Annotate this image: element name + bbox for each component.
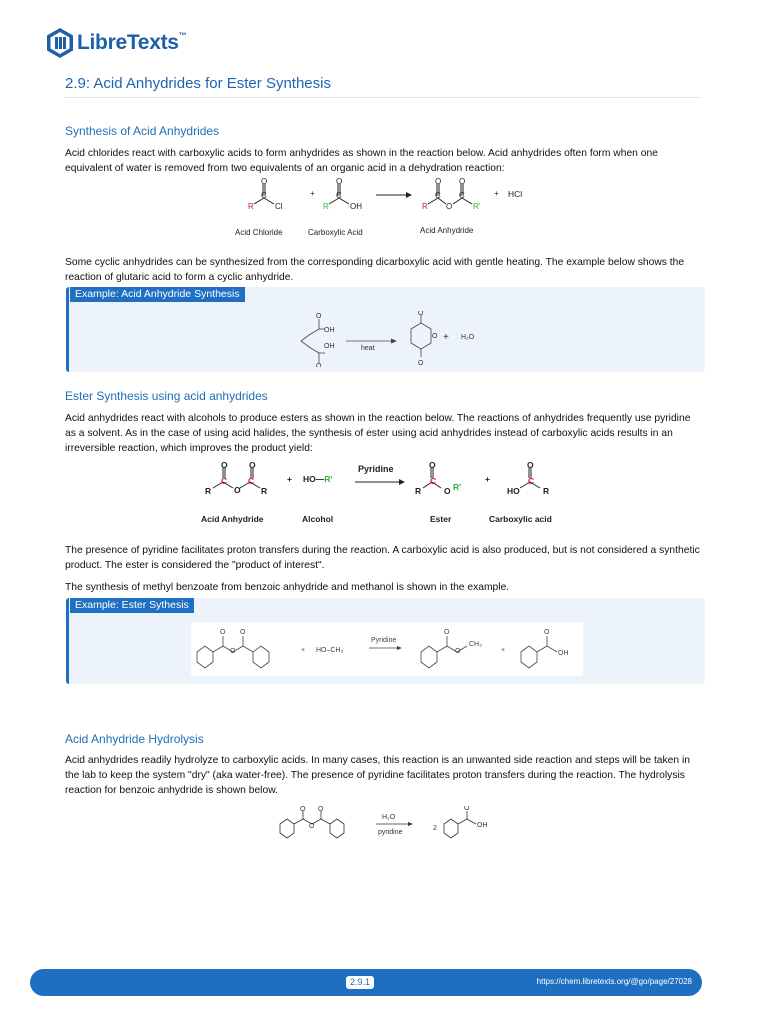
section-heading-ester-synthesis: Ester Synthesis using acid anhydrides xyxy=(65,389,268,403)
svg-text:O: O xyxy=(429,460,436,470)
svg-text:O: O xyxy=(459,177,466,186)
svg-text:OH: OH xyxy=(558,650,569,657)
svg-text:R': R' xyxy=(473,202,481,211)
svg-text:O: O xyxy=(418,311,424,317)
svg-text:+: + xyxy=(485,474,490,484)
label-acid-anhydride: Acid Anhydride xyxy=(420,226,474,235)
methyl-benzoate-reaction xyxy=(191,622,583,676)
title-divider xyxy=(65,97,701,98)
svg-text:+: + xyxy=(501,647,506,654)
svg-text:O: O xyxy=(435,177,442,186)
svg-text:OH: OH xyxy=(324,343,335,350)
example-label: Example: Acid Anhydride Synthesis xyxy=(70,287,245,302)
libretexts-logo[interactable] xyxy=(46,27,186,59)
svg-text:C: C xyxy=(430,476,437,486)
svg-text:O: O xyxy=(316,363,322,367)
svg-text:O: O xyxy=(444,486,451,496)
paragraph-s2-2: The presence of pyridine facilitates proton transfers during the reaction. A carboxylic acid is also produced, but is not considered a synthetic product. The ester is considered the "product of interest". xyxy=(65,545,700,571)
svg-text:O: O xyxy=(455,648,461,655)
svg-text:2: 2 xyxy=(433,825,437,832)
svg-text:C: C xyxy=(528,476,535,486)
svg-text:O: O xyxy=(336,177,343,186)
svg-text:O: O xyxy=(527,460,534,470)
svg-text:Ester: Ester xyxy=(430,514,452,524)
svg-text:O: O xyxy=(544,629,550,636)
svg-text:C: C xyxy=(435,191,441,200)
svg-text:O: O xyxy=(464,806,470,812)
svg-text:O: O xyxy=(300,806,306,813)
svg-text:H₂O: H₂O xyxy=(461,334,475,341)
svg-text:OH: OH xyxy=(350,202,362,211)
page-title: 2.9: Acid Anhydrides for Ester Synthesis xyxy=(65,75,331,92)
glutaric-acid-reaction xyxy=(291,311,491,367)
page-url-link[interactable]: https://chem.libretexts.org/@go/page/27028 xyxy=(536,977,692,986)
example-box-ester-synthesis xyxy=(66,598,705,684)
svg-text:Carboxylic acid: Carboxylic acid xyxy=(489,514,552,524)
acid-chloride-reaction-scheme xyxy=(230,176,550,240)
svg-text:+: + xyxy=(443,332,449,343)
paragraph-s1-1: Acid chlorides react with carboxylic acids to form anhydrides as shown in the reaction below. Acid anhydrides often form when one equivalent of water is removed from two equivalents of an organic acid in a dehydration reaction: xyxy=(65,148,658,174)
svg-text:O: O xyxy=(446,202,453,211)
svg-text:O: O xyxy=(432,333,438,340)
svg-text:C: C xyxy=(248,476,255,486)
svg-text:R: R xyxy=(543,486,550,496)
svg-text:Acid Anhydride: Acid Anhydride xyxy=(201,514,264,524)
example-box-anhydride-synthesis xyxy=(66,287,705,372)
svg-text:O: O xyxy=(444,629,450,636)
svg-text:O: O xyxy=(316,313,322,320)
page-number: 2.9.1 xyxy=(346,976,374,989)
paragraph-s2-3: The synthesis of methyl benzoate from benzoic anhydride and methanol is shown in the example. xyxy=(65,582,510,593)
svg-text:R: R xyxy=(422,202,428,211)
paragraph-s3-1: Acid anhydrides readily hydrolyze to carboxylic acids. In many cases, this reaction is an unwanted side reaction and steps will be taken in the lab to keep the system "dry" (aka water-free). The presence of pyridine facilitates proton transfers during the reaction. The hydrolysis reaction for benzoic anhydride is shown below. xyxy=(65,755,691,796)
svg-text:R: R xyxy=(415,486,422,496)
page-footer xyxy=(30,969,702,996)
svg-text:+: + xyxy=(301,647,306,654)
svg-text:O: O xyxy=(249,460,256,470)
svg-text:H₂O: H₂O xyxy=(382,814,396,821)
svg-text:+: + xyxy=(310,189,315,198)
section-heading-hydrolysis: Acid Anhydride Hydrolysis xyxy=(65,732,204,746)
label-carboxylic-acid: Carboxylic Acid xyxy=(308,228,363,237)
reagent-heat: heat xyxy=(361,345,375,352)
svg-text:O: O xyxy=(221,460,228,470)
hydrolysis-reaction-scheme xyxy=(276,806,506,846)
label-acid-chloride: Acid Chloride xyxy=(235,228,283,237)
svg-text:C: C xyxy=(261,191,267,200)
svg-text:R': R' xyxy=(323,202,331,211)
example-label: Example: Ester Sythesis xyxy=(70,598,194,613)
svg-text:C: C xyxy=(221,476,228,486)
svg-text:O: O xyxy=(220,629,226,636)
svg-text:CH₃: CH₃ xyxy=(469,641,482,648)
svg-text:C: C xyxy=(336,191,342,200)
svg-text:HCl: HCl xyxy=(508,189,523,199)
paragraph-s1-2: Some cyclic anhydrides can be synthesized from the corresponding dicarboxylic acid with gentle heating. The example below shows the reaction of glutaric acid to form a cyclic anhydride. xyxy=(65,257,685,283)
alcohol-formula: HO—R' xyxy=(303,474,333,484)
ester-synthesis-reaction-scheme xyxy=(195,458,575,530)
svg-text:Cl: Cl xyxy=(275,202,283,211)
svg-text:O: O xyxy=(234,485,241,495)
svg-text:O: O xyxy=(261,177,268,186)
svg-text:O: O xyxy=(318,806,324,813)
svg-text:pyridine: pyridine xyxy=(378,829,403,836)
svg-text:Pyridine: Pyridine xyxy=(371,637,397,644)
svg-text:R: R xyxy=(248,202,254,211)
svg-text:R: R xyxy=(205,486,212,496)
libretexts-logo-icon xyxy=(46,27,74,59)
svg-text:+: + xyxy=(287,474,292,484)
svg-text:Alcohol: Alcohol xyxy=(302,514,334,524)
svg-text:R': R' xyxy=(453,482,462,492)
svg-text:OH: OH xyxy=(477,822,488,829)
section-heading-synthesis: Synthesis of Acid Anhydrides xyxy=(65,124,220,138)
svg-text:O: O xyxy=(309,823,315,830)
logo-text: LibreTexts™ xyxy=(77,31,187,54)
svg-text:C: C xyxy=(459,191,465,200)
svg-text:O: O xyxy=(230,648,236,655)
svg-text:O: O xyxy=(418,360,424,367)
reagent-pyridine: Pyridine xyxy=(358,464,394,474)
svg-text:OH: OH xyxy=(324,327,335,334)
svg-text:O: O xyxy=(240,629,246,636)
svg-text:HO: HO xyxy=(507,486,520,496)
svg-text:+: + xyxy=(494,189,499,198)
paragraph-s2-1: Acid anhydrides react with alcohols to produce esters as shown in the reaction below. The reactions of anhydrides frequently use pyridine as a solvent. As in the case of using acid halides, the synthesis of ester using acid anhydrides instead of carboxylic acids results in an irreversible reaction, which improves the product yield: xyxy=(65,413,691,454)
svg-text:R: R xyxy=(261,486,268,496)
svg-text:HO–CH₃: HO–CH₃ xyxy=(316,647,344,654)
